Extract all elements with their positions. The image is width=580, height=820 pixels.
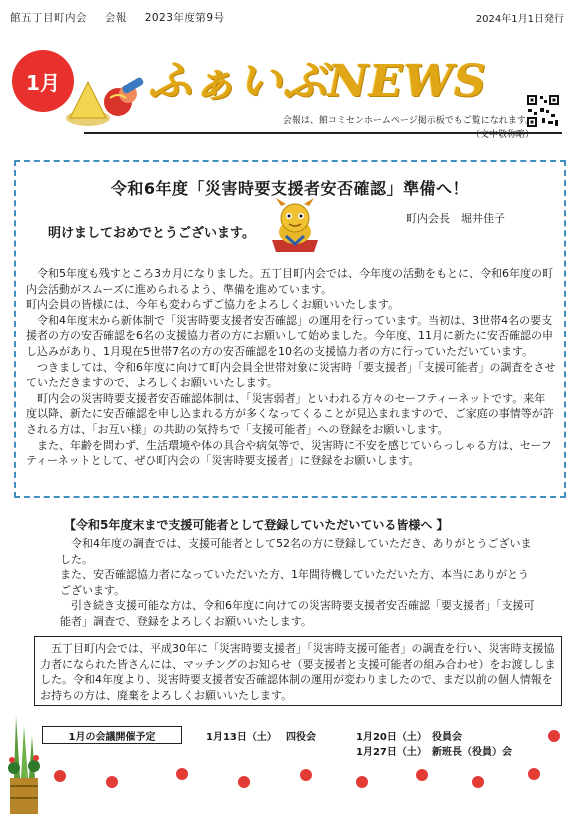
section2-paragraph: また、安否確認協力者になっていただいた方、1年間待機していただいた方、本当にありがとうございます。	[60, 568, 529, 597]
article-author: 町内会長 堀井佳子	[406, 212, 505, 225]
header-meta	[10, 10, 239, 25]
newsletter-title-wrap	[148, 52, 528, 112]
plum-blossom-icon	[416, 769, 428, 781]
org-name: 館五丁目町内会	[10, 12, 87, 24]
section2-heading: 【令和5年度末まで支援可能者として登録していただいている皆様へ 】	[64, 518, 449, 532]
meeting-date: 1月13日（土）	[206, 732, 277, 743]
plum-blossom-icon	[548, 730, 560, 742]
article-paragraph: 令和4年度末から新体制で「災害時要支援者安否確認」の運用を行っています。当初は、3世帯4名の要支援者の方の安否確認を6名の支援協力者の方にお願いして始めました。今年度、11月に新たに安否確認の申し込みがあり、1月現在5世帯7名の方の安否確認を10名の支援協力者の方に行っていただいています。	[26, 313, 553, 358]
note-homepage: 会報は、館コミセンホームページ掲示板でもご覧になれます。	[282, 116, 534, 126]
newsletter-title: ふぁいぶNEWS	[148, 56, 487, 107]
note-honorifics: （文中敬称略）	[470, 130, 534, 140]
kadomatsu-illustration	[4, 708, 44, 818]
new-year-toy-illustration	[66, 68, 146, 130]
dragon-illustration	[268, 196, 322, 254]
meeting-date: 1月27日（土）	[356, 747, 427, 758]
plum-blossom-icon	[356, 776, 368, 788]
section2-paragraph: 令和4年度の調査では、支援可能者として52名の方に登録していただき、ありがとうございました。	[60, 537, 532, 566]
section2-paragraph: 引き続き支援可能な方は、令和6年度に向けての災害時要支援者安否確認「要支援者」「支援可能者」調査で、登録をよろしくお願いいたします。	[60, 599, 535, 628]
meeting-name: 役員会	[432, 732, 462, 743]
article-paragraph: また、年齢を問わず、生活環境や体の具合や病気等で、災害時に不安を感じていらっしゃる方は、セーフティーネットとして、ぜひ町内会の「災害時要支援者」に登録をお願いします。	[26, 438, 552, 468]
plum-blossom-icon	[176, 768, 188, 780]
meeting-name: 新班長（役員）会	[432, 747, 512, 758]
header-divider	[84, 132, 562, 134]
month-badge: 1月	[12, 50, 74, 112]
plum-blossom-icon	[54, 770, 66, 782]
meetings-label: 1月の会議開催予定	[42, 726, 182, 744]
issue-number: 2023年度第9号	[144, 12, 225, 24]
header-note	[283, 114, 534, 142]
article-paragraph: 町内会の災害時要支援者安否確認体制は、「災害弱者」といわれる方々のセーフティーネットです。来年度以降、新たに安否確認を申し込まれる方が多くなってくることが見込まれますので、ご家庭の事情等が許される方は、「お互い様」の共助の気持ちで「支援可能者」への登録をお願いします。	[26, 391, 554, 436]
issue-date: 2024年1月1日発行	[475, 14, 564, 25]
publication-kind: 会報	[104, 12, 127, 24]
plum-blossom-icon	[300, 769, 312, 781]
plum-blossom-icon	[528, 768, 540, 780]
meeting-date: 1月20日（土）	[356, 732, 427, 743]
plum-blossom-icon	[472, 776, 484, 788]
plum-blossom-icon	[106, 776, 118, 788]
article-paragraph: 町内会員の皆様には、今年も変わらずご協力をよろしくお願いいたします。	[26, 298, 400, 312]
article-paragraph: 令和5年度も残すところ3カ月になりました。五丁目町内会では、今年度の活動をもとに、令和6年度の町内会活動がスムーズに進められるよう、準備を進めています。	[26, 267, 553, 296]
notice-text: 五丁目町内会では、平成30年に「災害時要支援者」「災害時支援可能者」の調査を行い、災害時支援協力者になられた皆さんには、マッチングのお知らせ（要支援者と支援可能者の組み合わせ）をお渡ししました。令和4年度より、災害時要支援者安否確認体制の運用が変わりましたので、まだ以前の個人情報をお持ちの方は、廃棄をよろしくお願いいたします。	[40, 642, 556, 702]
meeting-name: 四役会	[286, 732, 316, 743]
article-paragraph: つきましては、令和6年度に向けて町内会員全世帯対象に災害時「要支援者」「支援可能者」の調査をさせていただきますので、よろしくお願いいたします。	[26, 360, 556, 390]
new-year-greeting: 明けましておめでとうございます。	[48, 226, 255, 241]
article-body	[26, 266, 556, 469]
section2-body	[60, 536, 536, 630]
article-title: 令和6年度「災害時要支援者安否確認」準備へ！	[110, 179, 470, 198]
plum-blossom-icon	[238, 776, 250, 788]
